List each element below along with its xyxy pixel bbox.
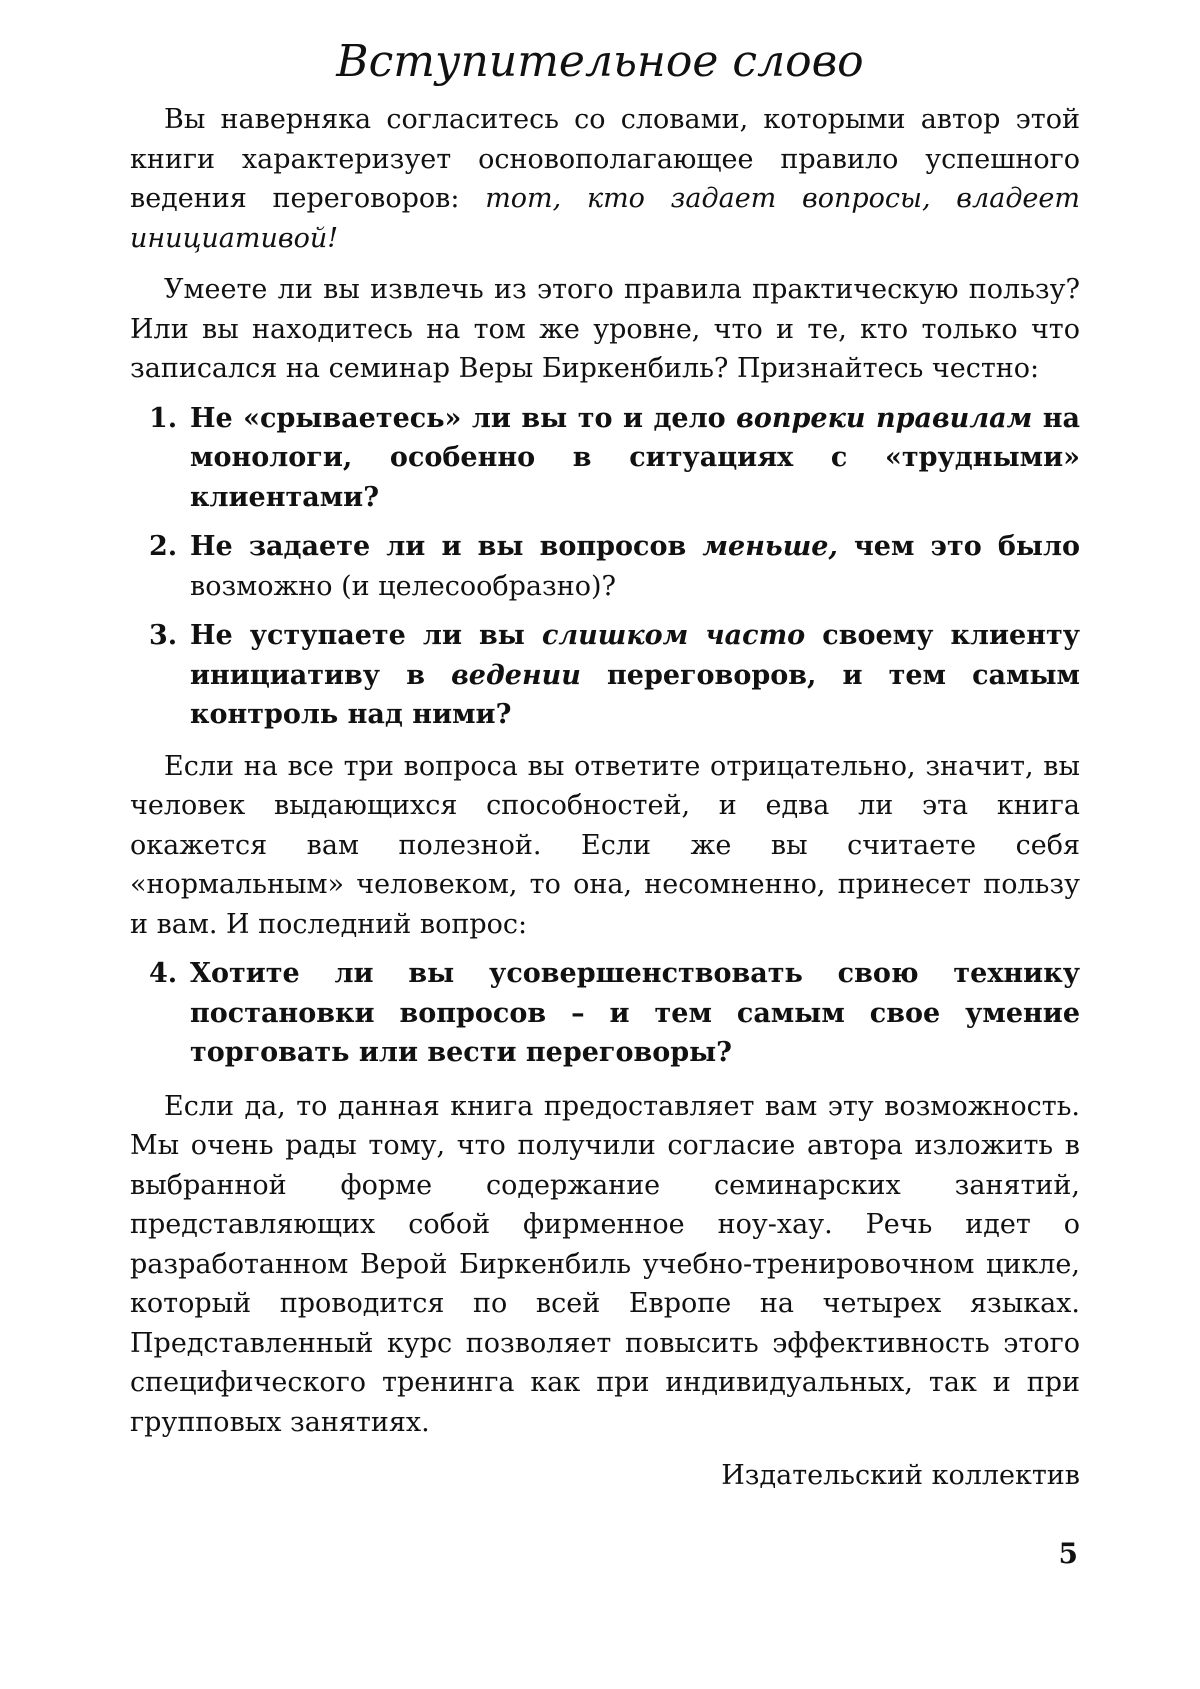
question-item-1	[130, 399, 1080, 518]
question-text: своему клиенту инициативу в	[190, 620, 1080, 691]
question-text: переговоров, и тем самым контроль над ними?	[190, 659, 1080, 730]
question-text: Не задаете ли и вы вопросов	[190, 531, 703, 562]
paragraph-evaluation: Если на все три вопроса вы ответите отрицательно, значит, вы человек выдающихся способностей, и едва ли эта книга окажется вам полезной. Если же вы считаете себя «нормальным» человеком, то она, несомненно, принесет пользу и вам. И последний вопрос:	[130, 750, 1080, 940]
page-number: 5	[1058, 1537, 1078, 1570]
paragraph-offer: Если да, то данная книга предоставляет вам эту возможность. Мы очень рады тому, что получили согласие автора изложить в выбранной форме содержание семинарских занятий, представляющих собой фирменное ноу-хау. Речь идет о разработанном Верой Биркенбиль учебно-тренировочном цикле, который проводится по всей Европе на четырех языках. Представленный курс позволяет повысить эффективность этого специфического тренинга как при индивидуальных, так и при групповых занятиях.	[130, 1090, 1080, 1438]
paragraph-intro-emphasis: тот, кто задает вопросы, владеет инициативой!	[130, 183, 1080, 254]
question-text: Не уступаете ли вы	[190, 620, 542, 651]
question-number: 1.	[149, 402, 178, 434]
paragraph-question-lead: Умеете ли вы извлечь из этого правила практическую пользу? Или вы находитесь на том же уровне, что и те, кто только что записался на семинар Веры Биркенбиль? Признайтесь честно:	[130, 274, 1080, 384]
question-emphasis: слишком часто	[541, 620, 806, 651]
question-text: Хотите ли вы усовершенствовать свою технику постановки вопросов – и тем самым свое умение торговать или вести переговоры?	[190, 958, 1080, 1068]
question-item-3	[130, 616, 1080, 735]
question-item-4	[130, 954, 1080, 1073]
page-body	[130, 100, 1080, 1496]
question-number: 4.	[149, 958, 178, 989]
publisher-signature: Издательский коллектив	[721, 1460, 1080, 1491]
question-number: 2.	[149, 531, 178, 562]
question-text-regular: воз	[190, 570, 237, 602]
question-number: 3.	[149, 620, 178, 651]
question-emphasis: вопреки правилам	[736, 402, 1033, 434]
paragraph-intro	[130, 100, 1080, 258]
question-emphasis: ведении	[451, 659, 581, 691]
question-emphasis: меньше,	[702, 531, 838, 562]
paragraph-intro-text: Вы наверняка согласитесь со словами, которыми автор этой книги характеризует основополагающее правило успешного ведения переговоров:	[130, 104, 1080, 214]
page-title: Вступительное слово	[336, 36, 864, 87]
question-text-regular: можно (и целесообразно)?	[236, 570, 616, 602]
question-text: чем это было	[837, 531, 1080, 562]
question-text: на монологи, особенно в ситуациях с «трудными» клиентами?	[190, 402, 1080, 513]
question-item-2	[130, 527, 1080, 606]
question-text: Не «срываетесь» ли вы то и дело	[190, 402, 737, 434]
